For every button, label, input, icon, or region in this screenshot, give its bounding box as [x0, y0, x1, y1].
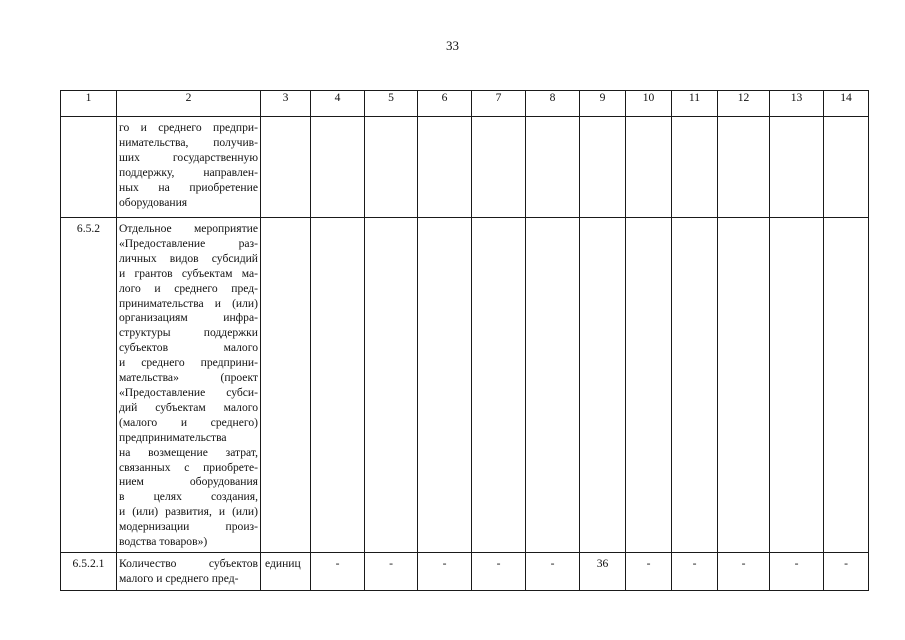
header-cell: 5 [365, 91, 418, 117]
description-line: модернизации произ- [119, 520, 258, 534]
description-cell [117, 218, 261, 553]
value-cell [824, 218, 869, 553]
description-cell [117, 117, 261, 218]
description-cell [117, 552, 261, 590]
description-line: «Предоставление раз- [119, 236, 258, 250]
unit-cell [261, 117, 311, 218]
description-line: и среднего предприни- [119, 356, 258, 370]
value-cell: - [672, 552, 718, 590]
value-cell [626, 117, 672, 218]
value-cell: 36 [580, 552, 626, 590]
value-cell [526, 218, 580, 553]
value-cell [672, 218, 718, 553]
value-cell [472, 218, 526, 553]
header-cell: 2 [117, 91, 261, 117]
description-line: в целях создания, [119, 490, 258, 504]
header-cell: 4 [311, 91, 365, 117]
value-cell [824, 117, 869, 218]
value-cell [365, 218, 418, 553]
page-number: 33 [446, 38, 459, 53]
description-line: субъектов малого [119, 341, 258, 355]
header-cell: 10 [626, 91, 672, 117]
header-cell: 6 [418, 91, 472, 117]
description-line: поддержку, направлен- [119, 165, 258, 179]
value-cell [311, 218, 365, 553]
description-line: Отдельное мероприятие [119, 222, 258, 235]
value-cell: - [311, 552, 365, 590]
value-cell [770, 117, 824, 218]
value-cell: - [824, 552, 869, 590]
value-cell [718, 117, 770, 218]
description-line: водства товаров») [119, 535, 208, 549]
value-cell: - [770, 552, 824, 590]
value-cell: - [718, 552, 770, 590]
value-cell: - [626, 552, 672, 590]
unit-cell: единиц [261, 552, 311, 590]
row-number-cell: 6.5.2.1 [61, 552, 117, 590]
value-cell [672, 117, 718, 218]
description-line: го и среднего предпри- [119, 121, 258, 134]
description-line: оборудования [119, 195, 188, 209]
value-cell: - [365, 552, 418, 590]
value-cell: - [472, 552, 526, 590]
description-line: дий субъектам малого [119, 400, 258, 414]
header-cell: 13 [770, 91, 824, 117]
description-line: организациям инфра- [119, 311, 258, 325]
header-cell: 3 [261, 91, 311, 117]
value-cell [418, 218, 472, 553]
row-number-cell [61, 117, 117, 218]
table-body [61, 117, 869, 591]
description-line: на возмещение затрат, [119, 445, 258, 459]
value-cell: - [526, 552, 580, 590]
description-line: ных на приобретение [119, 180, 258, 194]
document-table [60, 90, 869, 591]
description-line: Количество субъектов [119, 556, 258, 570]
header-cell: 8 [526, 91, 580, 117]
value-cell [580, 117, 626, 218]
table-row [61, 218, 869, 553]
value-cell [418, 117, 472, 218]
description-line: (малого и среднего) [119, 415, 258, 429]
value-cell [626, 218, 672, 553]
description-line: малого и среднего пред- [119, 571, 239, 585]
table-header-row [61, 91, 869, 117]
value-cell [472, 117, 526, 218]
header-cell: 1 [61, 91, 117, 117]
value-cell [365, 117, 418, 218]
header-cell: 14 [824, 91, 869, 117]
description-line: ших государственную [119, 150, 258, 164]
row-number-cell: 6.5.2 [61, 218, 117, 553]
description-line: личных видов субсидий [119, 251, 258, 265]
header-cell: 12 [718, 91, 770, 117]
value-cell [718, 218, 770, 553]
description-line: мательства» (проект [119, 371, 258, 385]
table-row [61, 117, 869, 218]
description-line: связанных с приобрете- [119, 460, 258, 474]
description-line: и грантов субъектам ма- [119, 266, 258, 280]
unit-cell [261, 218, 311, 553]
description-line: лого и среднего пред- [119, 281, 258, 295]
description-line: предпринимательства [119, 430, 227, 444]
value-cell [580, 218, 626, 553]
header-cell: 9 [580, 91, 626, 117]
description-line: нимательства, получив- [119, 135, 258, 149]
description-line: «Предоставление субси- [119, 385, 258, 399]
value-cell [311, 117, 365, 218]
header-cell: 11 [672, 91, 718, 117]
description-line: и (или) развития, и (или) [119, 505, 258, 519]
description-line: принимательства и (или) [119, 296, 258, 310]
description-line: структуры поддержки [119, 326, 258, 340]
table-row [61, 552, 869, 590]
value-cell: - [418, 552, 472, 590]
value-cell [770, 218, 824, 553]
description-line: нием оборудования [119, 475, 258, 489]
header-cell: 7 [472, 91, 526, 117]
value-cell [526, 117, 580, 218]
